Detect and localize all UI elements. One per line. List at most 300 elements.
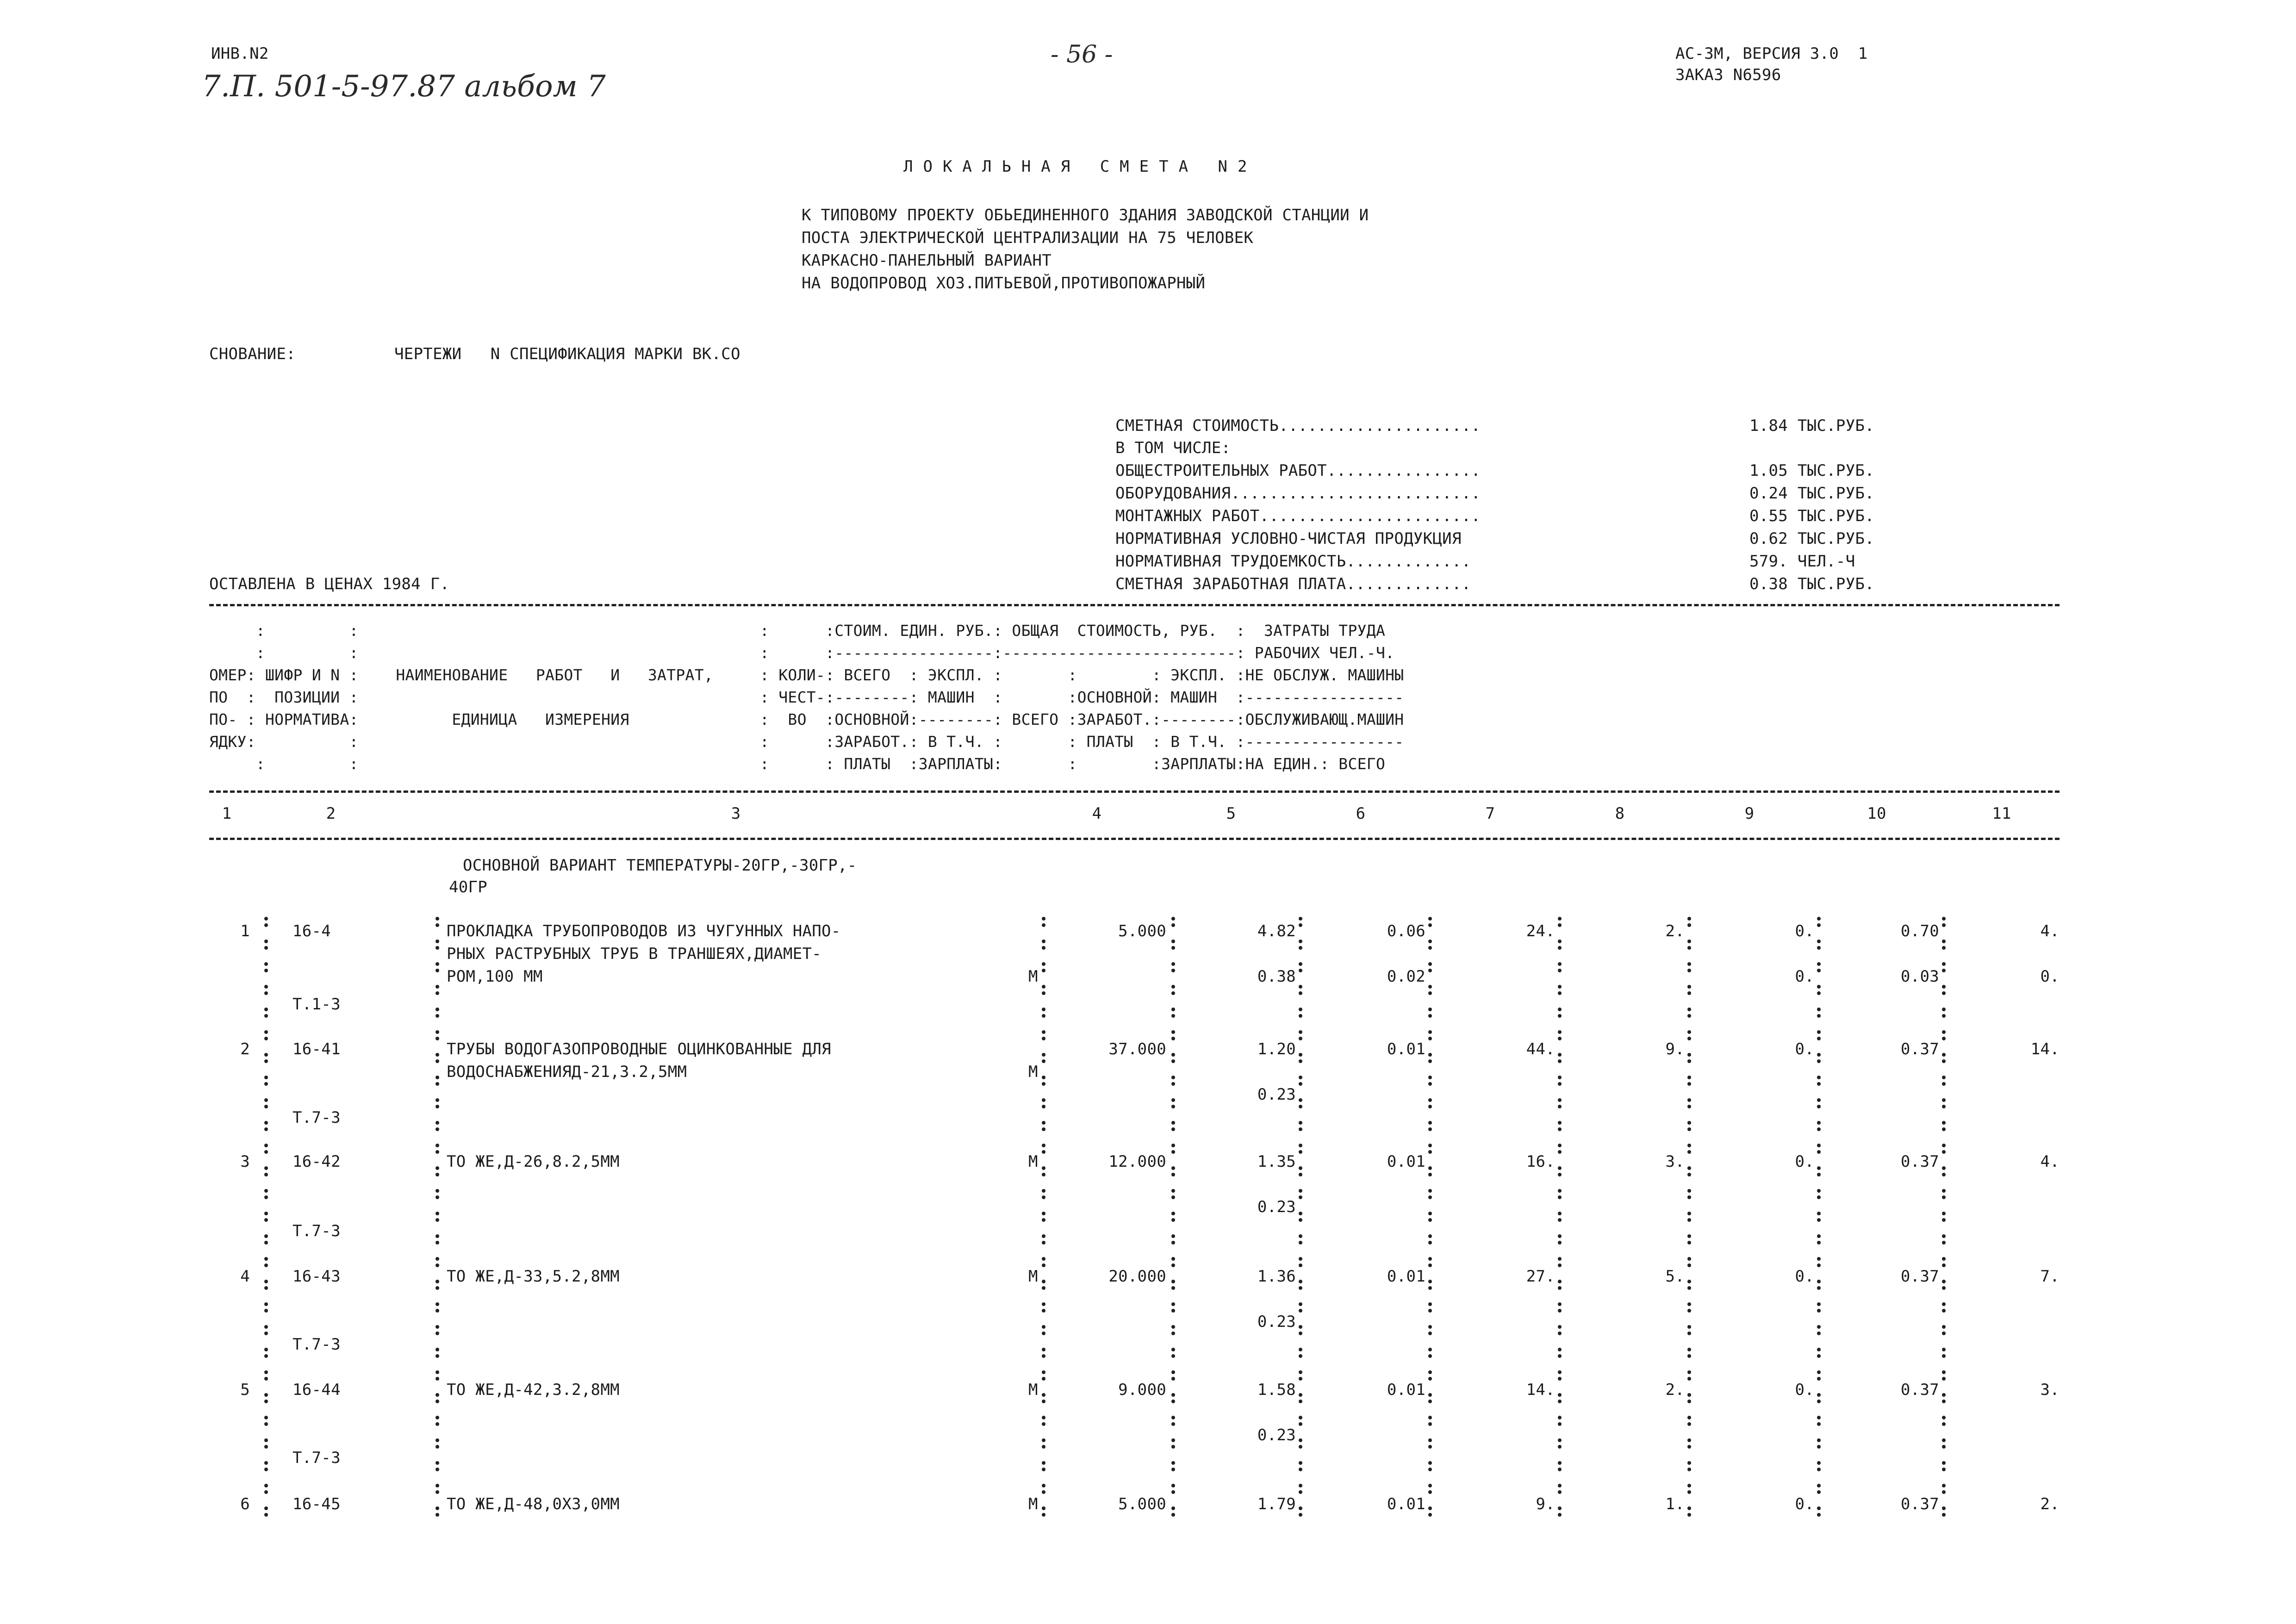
column-number: 4: [1092, 804, 1102, 823]
separator-dot: [1817, 1166, 1821, 1170]
separator-dot: [1171, 1468, 1175, 1471]
separator-dot: [1817, 1513, 1821, 1517]
row-machine-cost: 0.01: [1387, 1495, 1425, 1513]
row-reference: Т.7-3: [292, 1108, 341, 1127]
separator-dot: [1817, 1098, 1821, 1102]
separator-dot: [1558, 1053, 1562, 1057]
row-sub-value: 0.23: [1257, 1198, 1296, 1216]
separator-dot: [1558, 1014, 1562, 1018]
summary-label: НОРМАТИВНАЯ ТРУДОЕМКОСТЬ.............: [1115, 552, 1471, 571]
separator-dot: [264, 1422, 268, 1426]
separator-dot: [1687, 969, 1691, 972]
separator-dot: [436, 1144, 439, 1147]
separator-dot: [1687, 1348, 1691, 1351]
row-labor-unit: 0.37: [1900, 1267, 1939, 1286]
row-machine-cost: 0.01: [1387, 1152, 1425, 1171]
separator-dot: [1687, 1280, 1691, 1283]
separator-dot: [1942, 962, 1946, 966]
separator-dot: [1042, 1144, 1045, 1147]
summary-value: 0.62 ТЫС.РУБ.: [1749, 529, 1875, 548]
separator-dot: [1558, 1370, 1562, 1374]
basis-label: СНОВАНИЕ:: [209, 345, 296, 363]
separator-dot: [1042, 1037, 1045, 1040]
separator-dot: [1171, 1037, 1175, 1040]
separator-dot: [1817, 1059, 1821, 1063]
separator-dot: [264, 1400, 268, 1403]
separator-dot: [1942, 1008, 1946, 1011]
separator-dot: [1042, 1105, 1045, 1108]
separator-dot: [1428, 1263, 1432, 1267]
separator-dot: [436, 1212, 439, 1215]
separator-dot: [1558, 1059, 1562, 1063]
section-title: 40ГР: [449, 878, 488, 896]
separator-dot: [436, 923, 439, 927]
row-number: 3: [240, 1152, 250, 1171]
separator-dot: [1171, 1445, 1175, 1449]
separator-dot: [1817, 1263, 1821, 1267]
separator-dot: [1687, 1037, 1691, 1040]
separator-dot: [264, 1513, 268, 1517]
separator-dot: [1171, 1127, 1175, 1131]
separator-dot: [1042, 1150, 1045, 1154]
separator-dot: [1817, 1076, 1821, 1079]
separator-dot: [264, 1309, 268, 1313]
summary-label: НОРМАТИВНАЯ УСЛОВНО-ЧИСТАЯ ПРОДУКЦИЯ: [1115, 529, 1462, 548]
separator-dot: [264, 1484, 268, 1487]
separator-dot: [264, 1234, 268, 1238]
row-total: 27.: [1526, 1267, 1555, 1286]
separator-dot: [1942, 940, 1946, 943]
row-code: 16-42: [292, 1152, 341, 1171]
separator-dot: [1942, 1438, 1946, 1442]
separator-dot: [1687, 1393, 1691, 1397]
separator-dot: [1817, 962, 1821, 966]
separator-dot: [1428, 1166, 1432, 1170]
separator-dot: [1042, 1490, 1045, 1494]
row-unit: М: [1028, 1152, 1038, 1171]
summary-label: ОБЩЕСТРОИТЕЛЬНЫХ РАБОТ................: [1115, 461, 1481, 480]
row-labor-unit: 0.37: [1900, 1381, 1939, 1399]
separator-dot: [1687, 1008, 1691, 1011]
separator-dot: [1558, 923, 1562, 927]
separator-dot: [1042, 1008, 1045, 1011]
separator-dot: [1817, 1037, 1821, 1040]
row-reference: Т.7-3: [292, 1449, 341, 1467]
separator-dot: [1817, 985, 1821, 989]
row-reference: Т.7-3: [292, 1222, 341, 1240]
separator-dot: [1171, 1173, 1175, 1176]
row-unit-price: 4.82: [1257, 922, 1296, 940]
separator-dot: [1042, 962, 1045, 966]
separator-dot: [1428, 1461, 1432, 1465]
separator-dot: [1558, 1377, 1562, 1381]
row-reference: Т.7-3: [292, 1335, 341, 1354]
summary-label: СМЕТНАЯ ЗАРАБОТНАЯ ПЛАТА.............: [1115, 575, 1471, 593]
separator-dot: [1171, 1348, 1175, 1351]
separator-dot: [264, 1082, 268, 1086]
separator-dot: [264, 940, 268, 943]
separator-dot: [1817, 1416, 1821, 1419]
separator-dot: [1171, 1325, 1175, 1329]
separator-dot: [1299, 1150, 1302, 1154]
separator-dot: [264, 923, 268, 927]
separator-dot: [264, 1037, 268, 1040]
row-name-line: ТО ЖЕ,Д-48,0Х3,0ММ: [447, 1495, 620, 1513]
separator-dot: [1942, 1484, 1946, 1487]
separator-dot: [1042, 1257, 1045, 1261]
separator-dot: [1428, 1037, 1432, 1040]
separator-dot: [1687, 1438, 1691, 1442]
separator-dot: [1042, 1348, 1045, 1351]
separator-dot: [1428, 969, 1432, 972]
separator-dot: [264, 1354, 268, 1358]
column-number: 11: [1992, 804, 2011, 823]
separator-dot: [264, 1105, 268, 1108]
separator-dot: [1817, 1354, 1821, 1358]
separator-dot: [1299, 1082, 1302, 1086]
separator-dot: [1428, 1400, 1432, 1403]
separator-dot: [1171, 1370, 1175, 1374]
separator-dot: [264, 1286, 268, 1290]
separator-dot: [1687, 1332, 1691, 1335]
separator-dot: [436, 1354, 439, 1358]
separator-dot: [1042, 1053, 1045, 1057]
separator-dot: [1171, 1393, 1175, 1397]
separator-dot: [436, 1445, 439, 1449]
separator-dot: [1299, 1513, 1302, 1517]
separator-dot: [264, 917, 268, 921]
separator-dot: [436, 1422, 439, 1426]
separator-dot: [1558, 1127, 1562, 1131]
separator-dot: [1942, 1127, 1946, 1131]
separator-dot: [264, 946, 268, 950]
separator-dot: [1817, 946, 1821, 950]
separator-dot: [1428, 1370, 1432, 1374]
separator-dot: [436, 940, 439, 943]
row-total: 14.: [1526, 1381, 1555, 1399]
separator-dot: [1942, 1370, 1946, 1374]
separator-dot: [264, 985, 268, 989]
separator-dot: [1687, 1354, 1691, 1358]
separator-dot: [1299, 1325, 1302, 1329]
separator-dot: [436, 1195, 439, 1199]
separator-dot: [1942, 1468, 1946, 1471]
separator-dot: [1558, 1076, 1562, 1079]
separator-dot: [264, 1377, 268, 1381]
separator-dot: [1687, 1302, 1691, 1306]
row-unit-price: 1.35: [1257, 1152, 1296, 1171]
subtitle-line: К ТИПОВОМУ ПРОЕКТУ ОБЬЕДИНЕННОГО ЗДАНИЯ ЗАВОДСКОЙ СТАНЦИИ И: [802, 206, 1369, 224]
separator-dot: [264, 1076, 268, 1079]
subtitle-line: КАРКАСНО-ПАНЕЛЬНЫЙ ВАРИАНТ: [802, 251, 1052, 270]
row-number: 2: [240, 1040, 250, 1058]
separator-dot: [436, 1037, 439, 1040]
separator-dot: [1942, 1150, 1946, 1154]
separator-dot: [1687, 1241, 1691, 1244]
separator-dot: [1171, 1195, 1175, 1199]
separator-dot: [1042, 1189, 1045, 1193]
separator-dot: [264, 1189, 268, 1193]
separator-dot: [436, 991, 439, 995]
row-labor-total: 3.: [2040, 1381, 2060, 1399]
separator-dot: [264, 1332, 268, 1335]
column-number: 5: [1226, 804, 1236, 823]
separator-dot: [1428, 1008, 1432, 1011]
separator-dot: [1171, 1309, 1175, 1313]
separator-dot: [1558, 1286, 1562, 1290]
separator-dot: [1687, 1173, 1691, 1176]
separator-dot: [1817, 1286, 1821, 1290]
separator-dot: [1817, 1348, 1821, 1351]
separator-dot: [1171, 1257, 1175, 1261]
separator-dot: [1042, 1098, 1045, 1102]
separator-dot: [1687, 1234, 1691, 1238]
separator-dot: [1428, 1354, 1432, 1358]
row-code: 16-43: [292, 1267, 341, 1286]
separator-dot: [264, 1166, 268, 1170]
column-number: 6: [1356, 804, 1366, 823]
separator-dot: [1558, 1348, 1562, 1351]
separator-dot: [1558, 1422, 1562, 1426]
separator-dot: [1942, 1400, 1946, 1403]
separator-dot: [1558, 1354, 1562, 1358]
separator-dot: [1299, 1257, 1302, 1261]
row-name-line: РОМ,100 ММ: [447, 967, 543, 986]
separator-dot: [1817, 1325, 1821, 1329]
separator-dot: [436, 1377, 439, 1381]
separator-dot: [1428, 1121, 1432, 1125]
separator-dot: [1687, 985, 1691, 989]
separator-dot: [1817, 1105, 1821, 1108]
row-name-line: ТО ЖЕ,Д-42,3.2,8ММ: [447, 1381, 620, 1399]
separator-dot: [1042, 917, 1045, 921]
separator-dot: [1942, 1416, 1946, 1419]
separator-dot: [1558, 1195, 1562, 1199]
separator-dot: [1428, 1150, 1432, 1154]
separator-dot: [1042, 1416, 1045, 1419]
separator-dot: [264, 1121, 268, 1125]
column-number: 9: [1744, 804, 1755, 823]
separator-dot: [1042, 1218, 1045, 1222]
separator-dot: [264, 1468, 268, 1471]
header-line: ПО : ПОЗИЦИИ : : ЧЕСТ-:--------: МАШИН : :ОСНОВНОЙ: МАШИН :-----------------: [209, 688, 1404, 706]
separator-dot: [436, 1098, 439, 1102]
separator-dot: [1942, 1445, 1946, 1449]
row-name-line: ТРУБЫ ВОДОГАЗОПРОВОДНЫЕ ОЦИНКОВАННЫЕ ДЛЯ: [447, 1040, 831, 1058]
row-name-line: ТО ЖЕ,Д-26,8.2,5ММ: [447, 1152, 620, 1171]
separator-dot: [1687, 1257, 1691, 1261]
separator-dot: [1558, 917, 1562, 921]
row-name-line: РНЫХ РАСТРУБНЫХ ТРУБ В ТРАНШЕЯХ,ДИАМЕТ-: [447, 945, 822, 963]
separator-dot: [1042, 1286, 1045, 1290]
separator-dot: [1299, 1332, 1302, 1335]
separator-dot: [436, 1286, 439, 1290]
separator-dot: [1942, 1082, 1946, 1086]
separator-dot: [1428, 940, 1432, 943]
separator-dot: [1299, 991, 1302, 995]
header-line: : : : :-----------------:-------------------------: РАБОЧИХ ЧЕЛ.-Ч.: [209, 644, 1395, 662]
separator-dot: [436, 1014, 439, 1018]
separator-dot: [1817, 1241, 1821, 1244]
row-unit: М: [1028, 1381, 1038, 1399]
separator-dot: [1042, 1332, 1045, 1335]
separator-dot: [436, 1105, 439, 1108]
separator-dot: [1428, 1286, 1432, 1290]
row-machine-cost: 0.01: [1387, 1040, 1425, 1058]
separator-dot: [264, 969, 268, 972]
separator-dot: [1687, 962, 1691, 966]
separator-dot: [436, 1370, 439, 1374]
subtitle-line: НА ВОДОПРОВОД ХОЗ.ПИТЬЕВОЙ,ПРОТИВОПОЖАРНЫЙ: [802, 274, 1206, 292]
separator-dot: [1558, 1030, 1562, 1034]
separator-dot: [436, 917, 439, 921]
separator-dot: [1171, 946, 1175, 950]
separator-dot: [436, 1506, 439, 1510]
separator-dot: [436, 1121, 439, 1125]
separator-dot: [1558, 1234, 1562, 1238]
separator-dot: [1171, 940, 1175, 943]
row-labor-unit: 0.37: [1900, 1495, 1939, 1513]
separator-dot: [1817, 991, 1821, 995]
separator-dot: [1817, 1438, 1821, 1442]
row-base-wage: 2.: [1665, 922, 1685, 940]
separator-dot: [1299, 1370, 1302, 1374]
separator-dot: [1428, 1490, 1432, 1494]
separator-dot: [1558, 1280, 1562, 1283]
separator-dot: [1042, 1377, 1045, 1381]
row-sub-value: 0.23: [1257, 1426, 1296, 1444]
separator-dot: [1299, 1263, 1302, 1267]
separator-dot: [436, 1189, 439, 1193]
separator-dot: [1042, 1030, 1045, 1034]
separator-dot: [1428, 1241, 1432, 1244]
separator-dot: [1299, 1416, 1302, 1419]
separator-dot: [1171, 923, 1175, 927]
separator-dot: [436, 1076, 439, 1079]
separator-dot: [1428, 1053, 1432, 1057]
separator-dot: [1299, 917, 1302, 921]
separator-dot: [1299, 1105, 1302, 1108]
separator-dot: [1042, 923, 1045, 927]
separator-dot: [1299, 962, 1302, 966]
separator-dot: [1042, 1422, 1045, 1426]
separator-dot: [1042, 1513, 1045, 1517]
separator-dot: [1558, 1332, 1562, 1335]
separator-dot: [1817, 1393, 1821, 1397]
separator-dot: [1687, 1400, 1691, 1403]
separator-dot: [1428, 962, 1432, 966]
separator-dot: [1558, 1008, 1562, 1011]
separator-dot: [1428, 1309, 1432, 1313]
separator-dot: [1042, 985, 1045, 989]
separator-dot: [1042, 1195, 1045, 1199]
separator-dot: [1687, 1461, 1691, 1465]
separator-dot: [1817, 1212, 1821, 1215]
separator-dot: [1817, 1280, 1821, 1283]
separator-dot: [1299, 1461, 1302, 1465]
separator-dot: [1428, 1218, 1432, 1222]
separator-dot: [1817, 969, 1821, 972]
summary-label: СМЕТНАЯ СТОИМОСТЬ.....................: [1115, 417, 1481, 435]
separator-dot: [436, 1234, 439, 1238]
separator-dot: [1558, 1037, 1562, 1040]
separator-dot: [1299, 1173, 1302, 1176]
separator-dot: [1817, 923, 1821, 927]
separator-dot: [1042, 1400, 1045, 1403]
separator-dot: [436, 1490, 439, 1494]
row-total: 16.: [1526, 1152, 1555, 1171]
separator-dot: [1299, 1490, 1302, 1494]
separator-dot: [1942, 1037, 1946, 1040]
separator-dot: [1171, 1354, 1175, 1358]
separator-dot: [436, 1241, 439, 1244]
separator-dot: [1687, 1014, 1691, 1018]
separator-dot: [1171, 1076, 1175, 1079]
row-number: 4: [240, 1267, 250, 1286]
separator-dot: [1171, 1059, 1175, 1063]
separator-dot: [1428, 1082, 1432, 1086]
separator-dot: [1428, 1014, 1432, 1018]
separator-dot: [1299, 1377, 1302, 1381]
separator-dot: [1942, 1332, 1946, 1335]
separator-dot: [1171, 1082, 1175, 1086]
row-labor-total: 4.: [2040, 1152, 2060, 1171]
separator-dot: [1299, 1309, 1302, 1313]
separator-dot: [1171, 1121, 1175, 1125]
separator-dot: [1042, 1461, 1045, 1465]
row-sub-value: 0.02: [1387, 967, 1425, 986]
separator-dot: [1558, 1461, 1562, 1465]
separator-dot: [1942, 1105, 1946, 1108]
separator-dot: [1171, 1150, 1175, 1154]
separator-dot: [1428, 1234, 1432, 1238]
separator-dot: [264, 991, 268, 995]
separator-dot: [1299, 1212, 1302, 1215]
separator-dot: [436, 1416, 439, 1419]
separator-dot: [436, 1263, 439, 1267]
separator-dot: [1171, 1218, 1175, 1222]
separator-dot: [1042, 1370, 1045, 1374]
separator-dot: [264, 1370, 268, 1374]
separator-dot: [1299, 1121, 1302, 1125]
separator-dot: [1299, 1348, 1302, 1351]
separator-dot: [1687, 1212, 1691, 1215]
separator-dot: [1171, 1030, 1175, 1034]
separator-dot: [1042, 1059, 1045, 1063]
separator-dot: [1171, 1008, 1175, 1011]
separator-dot: [1817, 1422, 1821, 1426]
separator-dot: [1428, 1377, 1432, 1381]
separator-dot: [436, 1059, 439, 1063]
separator-dot: [264, 1325, 268, 1329]
separator-dot: [1428, 1105, 1432, 1108]
separator-dot: [1428, 1030, 1432, 1034]
separator-dot: [1817, 1484, 1821, 1487]
row-quantity: 20.000: [1108, 1267, 1166, 1286]
summary-label: В ТОМ ЧИСЛЕ:: [1115, 439, 1231, 457]
separator-dot: [1428, 1173, 1432, 1176]
separator-dot: [1299, 1302, 1302, 1306]
separator-dot: [264, 962, 268, 966]
row-labor-unit: 0.37: [1900, 1152, 1939, 1171]
separator-dot: [1817, 1506, 1821, 1510]
order-number: ЗАКАЗ N6596: [1675, 66, 1781, 84]
separator-dot: [1042, 1309, 1045, 1313]
section-title: ОСНОВНОЙ ВАРИАНТ ТЕМПЕРАТУРЫ-20ГР,-30ГР,-: [463, 856, 857, 875]
separator-dot: [1687, 1513, 1691, 1517]
row-total: 44.: [1526, 1040, 1555, 1058]
separator-dot: [1428, 1393, 1432, 1397]
